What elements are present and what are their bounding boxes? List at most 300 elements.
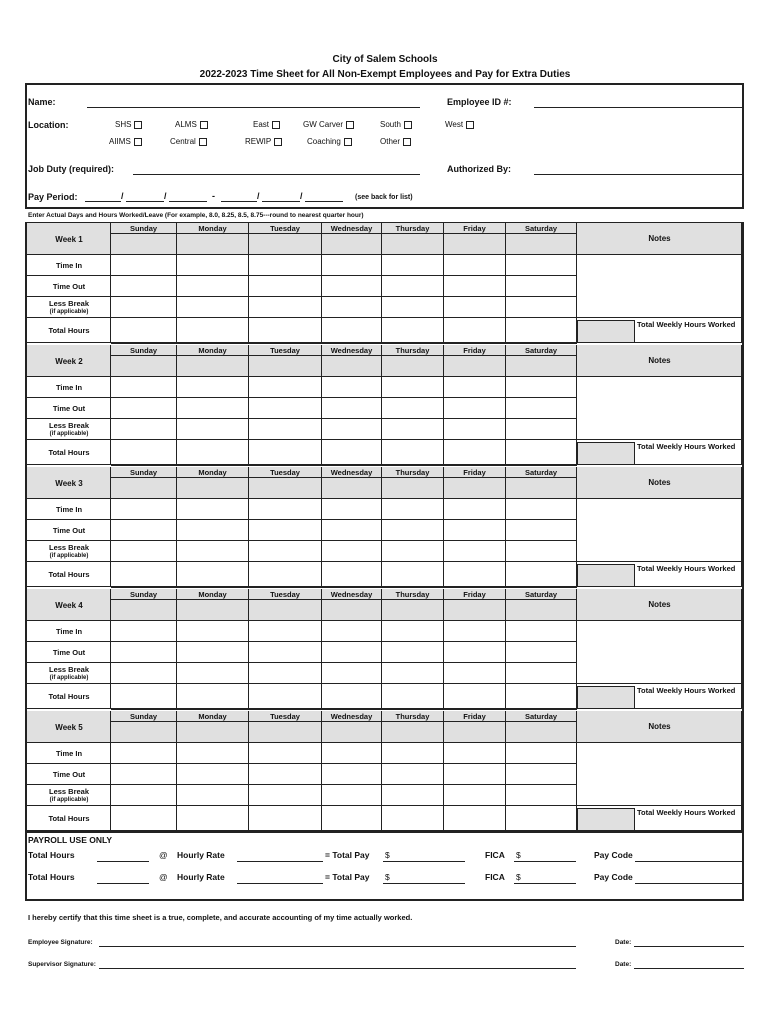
name-field[interactable]	[87, 107, 420, 108]
break-entry[interactable]	[322, 785, 382, 806]
total-entry[interactable]	[111, 684, 177, 709]
timeout-entry[interactable]	[382, 398, 444, 419]
break-entry[interactable]	[444, 541, 506, 562]
break-entry[interactable]	[506, 785, 577, 806]
employee-id-field[interactable]	[534, 107, 742, 108]
total-entry[interactable]	[177, 562, 249, 587]
checkbox-icon[interactable]	[200, 121, 208, 129]
timein-entry[interactable]	[382, 743, 444, 764]
day-name: Wednesday	[330, 590, 373, 599]
timein-entry[interactable]	[177, 621, 249, 642]
total-label: Total Hours	[48, 813, 90, 823]
timein-entry[interactable]	[249, 377, 322, 398]
week-separator	[111, 708, 577, 710]
day-header	[444, 711, 506, 722]
day-date-cell[interactable]	[444, 722, 506, 743]
break-entry[interactable]	[506, 541, 577, 562]
employee-date-field[interactable]	[634, 946, 744, 947]
total-weekly-hours-field[interactable]	[577, 564, 635, 587]
timein-entry[interactable]	[111, 255, 177, 276]
pay-code-field[interactable]	[635, 883, 742, 884]
payroll-total-hours-field[interactable]	[97, 861, 149, 862]
location-option[interactable]: West	[445, 120, 474, 129]
location-option[interactable]: GW Carver	[303, 120, 354, 129]
total-entry[interactable]	[444, 684, 506, 709]
timeout-entry[interactable]	[506, 642, 577, 663]
timein-entry[interactable]	[111, 499, 177, 520]
timeout-entry[interactable]	[506, 764, 577, 785]
total-pay-field[interactable]	[383, 883, 465, 884]
timeout-entry[interactable]	[322, 276, 382, 297]
notes-label: Notes	[648, 356, 671, 365]
notes-label: Notes	[648, 722, 671, 731]
job-duty-label: Job Duty (required):	[28, 164, 115, 174]
day-header	[382, 711, 444, 722]
day-header	[506, 589, 577, 600]
break-entry[interactable]	[177, 785, 249, 806]
timeout-entry[interactable]	[506, 398, 577, 419]
break-entry[interactable]	[111, 419, 177, 440]
notes-field[interactable]	[577, 743, 742, 806]
hourly-rate-field[interactable]	[237, 883, 323, 884]
break-entry[interactable]	[382, 663, 444, 684]
payroll-total-hours-label: Total Hours	[28, 850, 75, 860]
notes-header	[577, 589, 742, 621]
day-name: Saturday	[524, 712, 558, 721]
day-date-cell[interactable]	[322, 356, 382, 377]
week-block	[27, 467, 742, 589]
timeout-entry[interactable]	[111, 642, 177, 663]
day-header	[506, 467, 577, 478]
total-entry[interactable]	[506, 806, 577, 831]
timeout-entry[interactable]	[177, 764, 249, 785]
day-name: Sunday	[129, 346, 158, 355]
total-entry[interactable]	[249, 684, 322, 709]
break-entry[interactable]	[177, 419, 249, 440]
day-header	[111, 711, 177, 722]
day-date-cell[interactable]	[322, 722, 382, 743]
timein-entry[interactable]	[177, 255, 249, 276]
timeout-entry[interactable]	[111, 520, 177, 541]
total-entry[interactable]	[444, 806, 506, 831]
checkbox-icon[interactable]	[403, 138, 411, 146]
total-entry[interactable]	[444, 318, 506, 343]
day-name: Friday	[463, 346, 486, 355]
break-entry[interactable]	[177, 297, 249, 318]
day-header	[322, 345, 382, 356]
timeout-entry[interactable]	[382, 276, 444, 297]
day-header	[444, 223, 506, 234]
timeout-entry[interactable]	[444, 276, 506, 297]
timein-entry[interactable]	[382, 499, 444, 520]
break-entry[interactable]	[249, 785, 322, 806]
break-entry[interactable]	[322, 419, 382, 440]
location-option[interactable]: East	[253, 120, 280, 129]
total-entry[interactable]	[249, 806, 322, 831]
authorized-field[interactable]	[534, 174, 742, 175]
day-header	[506, 345, 577, 356]
day-header	[177, 467, 249, 478]
total-entry[interactable]	[177, 440, 249, 465]
total-label: Total Hours	[48, 691, 90, 701]
total-entry[interactable]	[249, 318, 322, 343]
day-date-cell[interactable]	[111, 600, 177, 621]
timeout-entry[interactable]	[177, 398, 249, 419]
break-entry[interactable]	[506, 297, 577, 318]
checkbox-icon[interactable]	[134, 138, 142, 146]
timein-entry[interactable]	[506, 621, 577, 642]
total-weekly-hours-field[interactable]	[577, 686, 635, 709]
timein-entry[interactable]	[506, 743, 577, 764]
day-header	[249, 345, 322, 356]
day-date-cell[interactable]	[249, 478, 322, 499]
employee-signature-field[interactable]	[99, 946, 576, 947]
pay-period-end-month[interactable]	[221, 201, 257, 202]
total-entry[interactable]	[111, 318, 177, 343]
timeout-entry[interactable]	[249, 276, 322, 297]
timeout-entry[interactable]	[382, 642, 444, 663]
break-entry[interactable]	[249, 663, 322, 684]
day-date-cell[interactable]	[322, 600, 382, 621]
checkbox-icon[interactable]	[272, 121, 280, 129]
day-header	[249, 223, 322, 234]
day-date-cell[interactable]	[506, 356, 577, 377]
day-date-cell[interactable]	[249, 600, 322, 621]
week-label: Week 5	[55, 723, 83, 732]
break-entry[interactable]	[444, 663, 506, 684]
timeout-entry[interactable]	[506, 520, 577, 541]
day-name: Monday	[198, 346, 227, 355]
day-date-cell[interactable]	[444, 478, 506, 499]
break-entry[interactable]	[249, 297, 322, 318]
week-label: Week 2	[55, 357, 83, 366]
notes-field[interactable]	[577, 499, 742, 562]
checkbox-icon[interactable]	[466, 121, 474, 129]
break-entry[interactable]	[506, 419, 577, 440]
total-entry[interactable]	[506, 562, 577, 587]
timeout-label: Time Out	[52, 281, 86, 291]
break-entry[interactable]	[322, 297, 382, 318]
day-date-cell[interactable]	[506, 234, 577, 255]
break-entry[interactable]	[444, 785, 506, 806]
location-option[interactable]: SHS	[115, 120, 142, 129]
day-name: Monday	[198, 224, 227, 233]
day-date-cell[interactable]	[322, 234, 382, 255]
day-name: Thursday	[395, 468, 430, 477]
timeout-entry[interactable]	[382, 520, 444, 541]
break-entry[interactable]	[177, 541, 249, 562]
break-entry[interactable]	[322, 663, 382, 684]
timeout-entry[interactable]	[444, 764, 506, 785]
timein-entry[interactable]	[444, 621, 506, 642]
break-entry[interactable]	[382, 297, 444, 318]
total-entry[interactable]	[249, 562, 322, 587]
timeout-entry[interactable]	[382, 764, 444, 785]
timeout-entry[interactable]	[177, 520, 249, 541]
timein-entry[interactable]	[111, 743, 177, 764]
total-entry[interactable]	[111, 440, 177, 465]
hourly-rate-field[interactable]	[237, 861, 323, 862]
notes-field[interactable]	[577, 377, 742, 440]
day-date-cell[interactable]	[177, 600, 249, 621]
timein-entry[interactable]	[177, 377, 249, 398]
location-option[interactable]: AIIMS	[109, 137, 142, 146]
break-entry[interactable]	[249, 541, 322, 562]
pay-code-field[interactable]	[635, 861, 742, 862]
checkbox-icon[interactable]	[274, 138, 282, 146]
total-entry[interactable]	[506, 440, 577, 465]
timein-entry[interactable]	[322, 255, 382, 276]
pay-period-start-day[interactable]	[126, 201, 164, 202]
day-date-cell[interactable]	[177, 722, 249, 743]
total-entry[interactable]	[111, 562, 177, 587]
day-header	[322, 467, 382, 478]
supervisor-date-field[interactable]	[634, 968, 744, 969]
week-separator	[111, 342, 577, 344]
day-date-cell[interactable]	[111, 722, 177, 743]
break-entry[interactable]	[506, 663, 577, 684]
day-date-cell[interactable]	[382, 600, 444, 621]
total-entry[interactable]	[382, 318, 444, 343]
timein-entry[interactable]	[322, 499, 382, 520]
timeout-entry[interactable]	[444, 520, 506, 541]
break-entry[interactable]	[249, 419, 322, 440]
break-entry[interactable]	[444, 297, 506, 318]
supervisor-signature-field[interactable]	[99, 968, 576, 969]
day-date-cell[interactable]	[444, 234, 506, 255]
total-weekly-hours-field[interactable]	[577, 320, 635, 343]
timein-label: Time In	[55, 626, 83, 636]
timeout-entry[interactable]	[322, 642, 382, 663]
timein-entry[interactable]	[444, 377, 506, 398]
day-header	[177, 345, 249, 356]
hourly-rate-label: Hourly Rate	[177, 850, 225, 860]
day-name: Monday	[198, 468, 227, 477]
timeout-entry[interactable]	[444, 642, 506, 663]
location-option[interactable]: Coaching	[307, 137, 352, 146]
timeout-entry[interactable]	[322, 520, 382, 541]
less-break-label: Less Break (if applicable)	[48, 421, 90, 437]
location-option[interactable]: REWIP	[245, 137, 282, 146]
total-entry[interactable]	[322, 318, 382, 343]
total-entry[interactable]	[322, 440, 382, 465]
timein-entry[interactable]	[177, 499, 249, 520]
day-date-cell[interactable]	[382, 356, 444, 377]
timein-entry[interactable]	[111, 377, 177, 398]
day-date-cell[interactable]	[506, 478, 577, 499]
total-entry[interactable]	[382, 440, 444, 465]
checkbox-icon[interactable]	[404, 121, 412, 129]
less-break-label: Less Break (if applicable)	[48, 787, 90, 803]
timein-entry[interactable]	[382, 255, 444, 276]
total-pay-label: = Total Pay	[325, 872, 370, 882]
timeout-entry[interactable]	[111, 276, 177, 297]
total-entry[interactable]	[177, 318, 249, 343]
day-date-cell[interactable]	[249, 234, 322, 255]
break-entry[interactable]	[382, 419, 444, 440]
supervisor-signature-label: Supervisor Signature:	[28, 961, 96, 968]
timein-entry[interactable]	[506, 499, 577, 520]
total-entry[interactable]	[506, 684, 577, 709]
day-date-cell[interactable]	[111, 356, 177, 377]
day-date-cell[interactable]	[249, 722, 322, 743]
location-option[interactable]: ALMS	[175, 120, 208, 129]
break-entry[interactable]	[322, 541, 382, 562]
day-date-cell[interactable]	[382, 234, 444, 255]
timeout-entry[interactable]	[322, 764, 382, 785]
total-weekly-hours-field[interactable]	[577, 808, 635, 831]
day-date-cell[interactable]	[249, 356, 322, 377]
pay-period-end-year[interactable]	[305, 201, 343, 202]
day-name: Monday	[198, 712, 227, 721]
location-option[interactable]: Central	[170, 137, 207, 146]
timein-entry[interactable]	[444, 255, 506, 276]
timein-entry[interactable]	[177, 743, 249, 764]
break-entry[interactable]	[382, 785, 444, 806]
employee-signature-label: Employee Signature:	[28, 939, 93, 946]
day-date-cell[interactable]	[111, 478, 177, 499]
timein-entry[interactable]	[322, 743, 382, 764]
break-entry[interactable]	[382, 541, 444, 562]
break-entry[interactable]	[111, 541, 177, 562]
total-entry[interactable]	[444, 562, 506, 587]
timeout-entry[interactable]	[177, 642, 249, 663]
pay-code-label: Pay Code	[594, 850, 633, 860]
pay-period-start-year[interactable]	[169, 201, 207, 202]
day-date-cell[interactable]	[382, 478, 444, 499]
day-date-cell[interactable]	[111, 234, 177, 255]
week-block	[27, 223, 742, 345]
break-entry[interactable]	[111, 297, 177, 318]
pay-period-end-day[interactable]	[262, 201, 300, 202]
employee-date-label: Date:	[615, 939, 632, 946]
break-entry[interactable]	[444, 419, 506, 440]
total-entry[interactable]	[177, 806, 249, 831]
total-entry[interactable]	[322, 806, 382, 831]
timeout-entry[interactable]	[177, 276, 249, 297]
total-pay-field[interactable]	[383, 861, 465, 862]
total-entry[interactable]	[249, 440, 322, 465]
total-entry[interactable]	[382, 562, 444, 587]
payroll-total-hours-field[interactable]	[97, 883, 149, 884]
day-date-cell[interactable]	[444, 600, 506, 621]
total-entry[interactable]	[177, 684, 249, 709]
day-date-cell[interactable]	[177, 234, 249, 255]
day-header	[249, 467, 322, 478]
total-weekly-hours-label: Total Weekly Hours Worked	[637, 320, 736, 329]
timein-entry[interactable]	[249, 255, 322, 276]
break-entry[interactable]	[111, 785, 177, 806]
payroll-title: PAYROLL USE ONLY	[28, 835, 113, 845]
timein-entry[interactable]	[506, 255, 577, 276]
timein-label: Time In	[55, 260, 83, 270]
notes-field[interactable]	[577, 621, 742, 684]
timein-entry[interactable]	[506, 377, 577, 398]
checkbox-icon[interactable]	[199, 138, 207, 146]
day-name: Sunday	[129, 468, 158, 477]
timeout-entry[interactable]	[111, 398, 177, 419]
timein-entry[interactable]	[111, 621, 177, 642]
day-name: Saturday	[524, 590, 558, 599]
timeout-entry[interactable]	[444, 398, 506, 419]
break-entry[interactable]	[111, 663, 177, 684]
timeout-entry[interactable]	[249, 398, 322, 419]
timein-entry[interactable]	[382, 621, 444, 642]
timein-entry[interactable]	[322, 621, 382, 642]
day-date-cell[interactable]	[444, 356, 506, 377]
timein-label: Time In	[55, 382, 83, 392]
day-name: Tuesday	[270, 224, 300, 233]
break-entry[interactable]	[177, 663, 249, 684]
total-entry[interactable]	[382, 684, 444, 709]
week-separator	[111, 586, 577, 588]
notes-field[interactable]	[577, 255, 742, 318]
week-block	[27, 345, 742, 467]
timein-entry[interactable]	[444, 743, 506, 764]
day-date-cell[interactable]	[177, 356, 249, 377]
day-date-cell[interactable]	[177, 478, 249, 499]
timeout-entry[interactable]	[249, 764, 322, 785]
day-date-cell[interactable]	[506, 722, 577, 743]
checkbox-icon[interactable]	[346, 121, 354, 129]
day-date-cell[interactable]	[506, 600, 577, 621]
total-entry[interactable]	[382, 806, 444, 831]
total-label: Total Hours	[48, 447, 90, 457]
total-weekly-hours-field[interactable]	[577, 442, 635, 465]
total-entry[interactable]	[506, 318, 577, 343]
day-header	[111, 589, 177, 600]
timeout-entry[interactable]	[111, 764, 177, 785]
day-name: Tuesday	[270, 468, 300, 477]
pay-period-note: (see back for list)	[355, 194, 413, 201]
day-name: Thursday	[395, 712, 430, 721]
timeout-entry[interactable]	[322, 398, 382, 419]
timein-entry[interactable]	[444, 499, 506, 520]
location-option[interactable]: South	[380, 120, 412, 129]
timeout-entry[interactable]	[249, 642, 322, 663]
pay-period-label: Pay Period:	[28, 192, 78, 202]
form-title: 2022-2023 Time Sheet for All Non-Exempt Employees and Pay for Extra Duties	[199, 69, 571, 80]
week-label: Week 1	[55, 235, 83, 244]
total-entry[interactable]	[322, 684, 382, 709]
timein-entry[interactable]	[382, 377, 444, 398]
pay-period-start-month[interactable]	[85, 201, 121, 202]
pay-code-label: Pay Code	[594, 872, 633, 882]
payroll-total-hours-label: Total Hours	[28, 872, 75, 882]
fica-field[interactable]	[514, 861, 576, 862]
checkbox-icon[interactable]	[344, 138, 352, 146]
timein-entry[interactable]	[249, 499, 322, 520]
job-duty-field[interactable]	[133, 174, 420, 175]
fica-field[interactable]	[514, 883, 576, 884]
checkbox-icon[interactable]	[134, 121, 142, 129]
location-option[interactable]: Other	[380, 137, 411, 146]
timeout-entry[interactable]	[249, 520, 322, 541]
day-date-cell[interactable]	[382, 722, 444, 743]
timeout-entry[interactable]	[506, 276, 577, 297]
total-entry[interactable]	[111, 806, 177, 831]
total-entry[interactable]	[444, 440, 506, 465]
timein-entry[interactable]	[322, 377, 382, 398]
timein-entry[interactable]	[249, 743, 322, 764]
total-entry[interactable]	[322, 562, 382, 587]
certification-text: I hereby certify that this time sheet is a true, complete, and accurate accounting of my time actually worked.	[28, 913, 413, 922]
timeout-label: Time Out	[52, 525, 86, 535]
day-name: Tuesday	[270, 712, 300, 721]
day-date-cell[interactable]	[322, 478, 382, 499]
timein-entry[interactable]	[249, 621, 322, 642]
notes-header	[577, 223, 742, 255]
